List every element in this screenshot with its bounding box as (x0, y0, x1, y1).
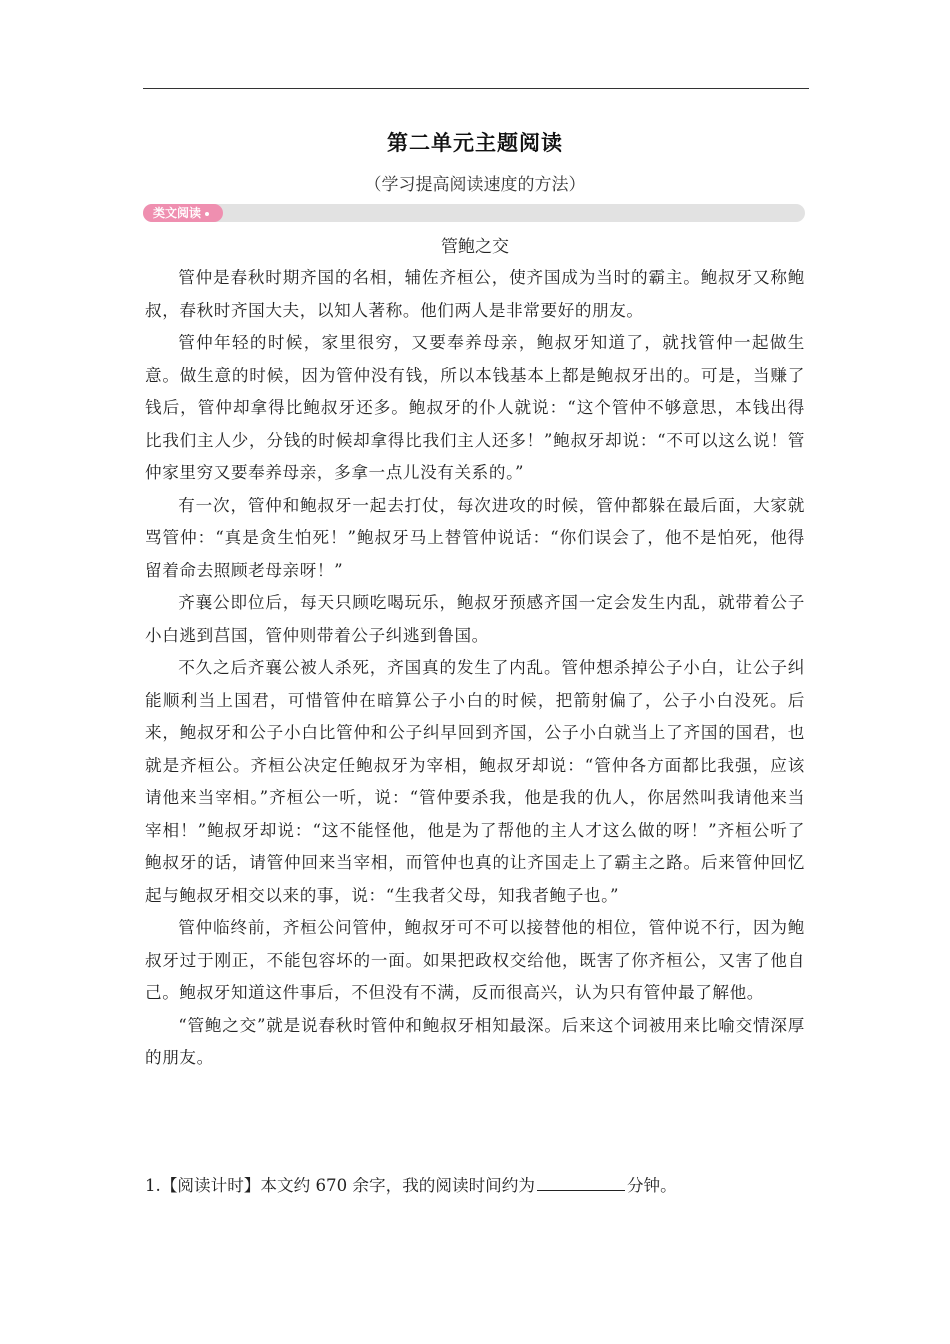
bullet-dot-icon (205, 212, 209, 216)
paragraph: “管鲍之交”就是说春秋时管仲和鲍叔牙相知最深。后来这个词被用来比喻交情深厚的朋友。 (145, 1015, 805, 1067)
section-bar (143, 204, 805, 222)
page-title: 第二单元主题阅读 (387, 131, 563, 155)
paragraph: 齐襄公即位后，每天只顾吃喝玩乐，鲍叔牙预感齐国一定会发生内乱，就带着公子小白逃到莒国，管仲则带着公子纠逃到鲁国。 (145, 593, 805, 645)
section-tag (143, 204, 223, 222)
question-text: 本文约 670 余字，我的阅读时间约为 (260, 1176, 535, 1195)
article-body (145, 262, 805, 1075)
header-rule (143, 88, 809, 89)
paragraph: 有一次，管仲和鲍叔牙一起去打仗，每次进攻的时候，管仲都躲在最后面，大家就骂管仲：“真是贪生怕死！”鲍叔牙马上替管仲说话：“你们误会了，他不是怕死，他得留着命去照顾老母亲呀！” (145, 495, 805, 580)
question-unit: 分钟。 (626, 1176, 677, 1195)
section-tag-label: 类文阅读 (153, 206, 202, 220)
question-label: 【阅读计时】 (160, 1176, 261, 1195)
question-number: 1. (145, 1176, 161, 1195)
paragraph: 管仲临终前，齐桓公问管仲，鲍叔牙可不可以接替他的相位，管仲说不行，因为鲍叔牙过于刚正，不能包容坏的一面。如果把政权交给他，既害了你齐桓公，又害了他自己。鲍叔牙知道这件事后，不但没有不满，反而很高兴，认为只有管仲最了解他。 (145, 918, 805, 1002)
question-1 (145, 1172, 805, 1200)
paragraph: 不久之后齐襄公被人杀死，齐国真的发生了内乱。管仲想杀掉公子小白，让公子纠能顺利当上国君，可惜管仲在暗算公子小白的时候，把箭射偏了，公子小白没死。后来，鲍叔牙和公子小白比管仲和公子纠早回到齐国，公子小白就当上了齐国的国君，也就是齐桓公。齐桓公决定任鲍叔牙为宰相，鲍叔牙却说：“管仲各方面都比我强，应该请他来当宰相。”齐桓公一听，说：“管仲要杀我，他是我的仇人，你居然叫我请他来当宰相！”鲍叔牙却说：“这不能怪他，他是为了帮他的主人才这么做的呀！”齐桓公听了鲍叔牙的话，请管仲回来当宰相，而管仲也真的让齐国走上了霸主之路。后来管仲回忆起与鲍叔牙相交以来的事，说：“生我者父母，知我者鲍子也。” (145, 658, 805, 905)
answer-blank[interactable] (537, 1172, 625, 1191)
article-title: 管鲍之交 (441, 237, 509, 257)
page-subtitle: （学习提高阅读速度的方法） (364, 175, 586, 195)
paragraph: 管仲年轻的时候，家里很穷，又要奉养母亲，鲍叔牙知道了，就找管仲一起做生意。做生意的时候，因为管仲没有钱，所以本钱基本上都是鲍叔牙出的。可是，当赚了钱后，管仲却拿得比鲍叔牙还多。鲍叔牙的仆人就说：“这个管仲不够意思，本钱出得比我们主人少，分钱的时候却拿得比我们主人还多！”鲍叔牙却说：“不可以这么说！管仲家里穷又要奉养母亲，多拿一点儿没有关系的。” (145, 333, 805, 482)
paragraph: 管仲是春秋时期齐国的名相，辅佐齐桓公，使齐国成为当时的霸主。鲍叔牙又称鲍叔，春秋时齐国大夫，以知人著称。他们两人是非常要好的朋友。 (145, 268, 805, 320)
